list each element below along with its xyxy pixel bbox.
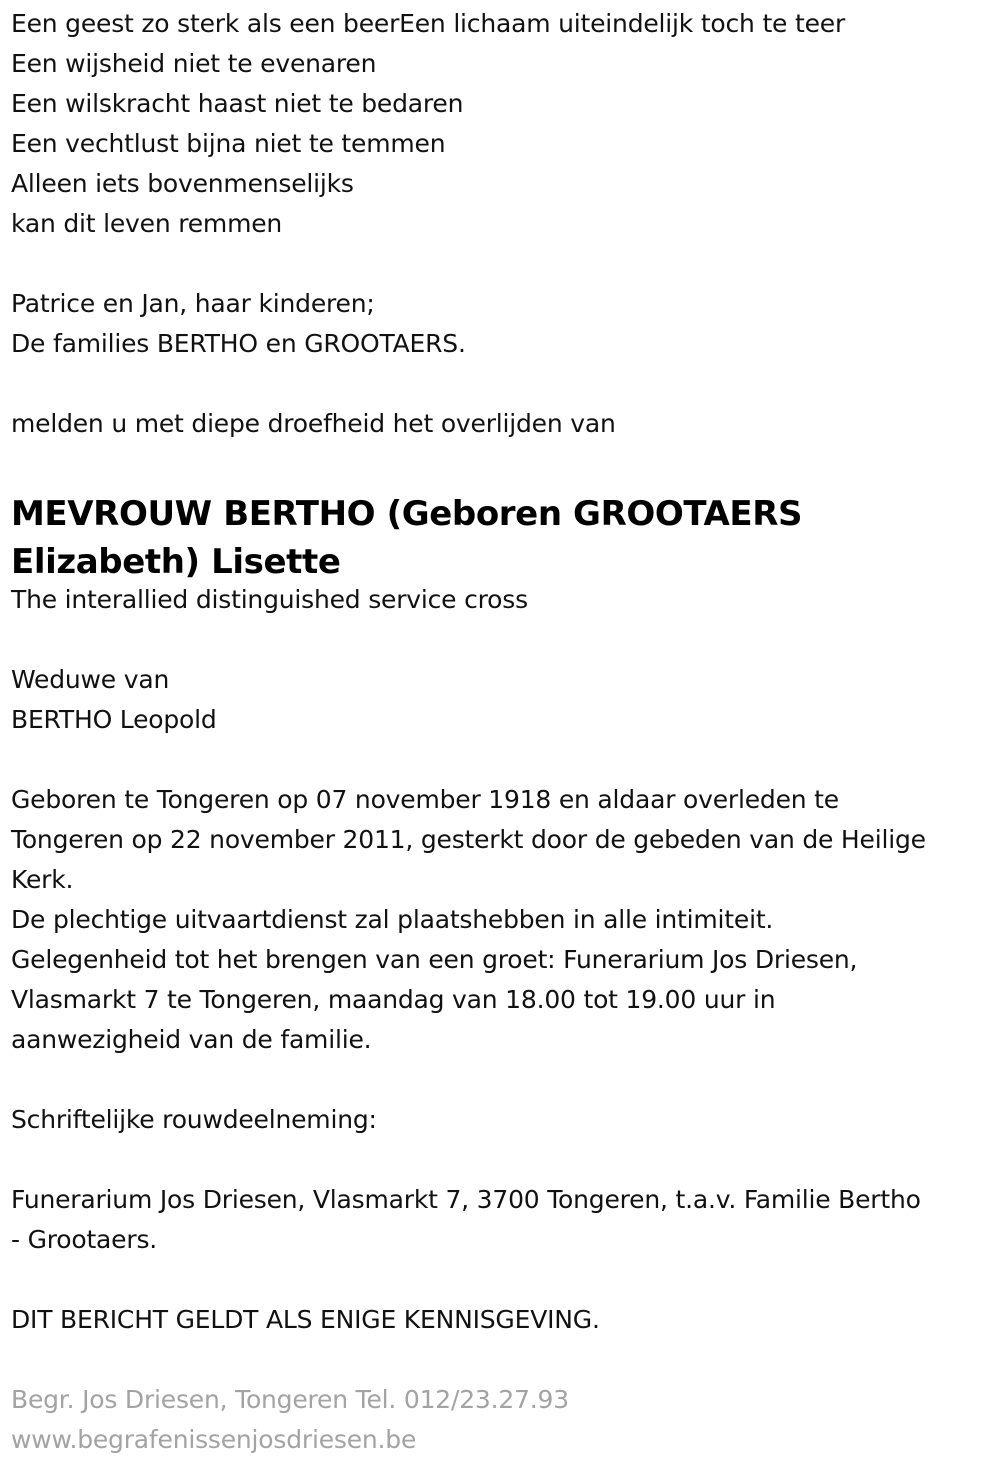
details-line: Gelegenheid tot het brengen van een groet: Funerarium Jos Driesen,	[11, 945, 858, 974]
details-line: Kerk.	[11, 865, 74, 894]
spouse-name: BERTHO Leopold	[11, 705, 217, 734]
details-line: aanwezigheid van de familie.	[11, 1025, 372, 1054]
condolence-address	[11, 1180, 996, 1260]
spacer	[11, 1060, 996, 1100]
poem-line: Alleen iets bovenmenselijks	[11, 169, 354, 198]
details-line: Vlasmarkt 7 te Tongeren, maandag van 18.00 tot 19.00 uur in	[11, 985, 776, 1014]
address-line: Funerarium Jos Driesen, Vlasmarkt 7, 3700 Tongeren, t.a.v. Familie Bertho	[11, 1185, 921, 1214]
spacer	[11, 244, 996, 284]
deceased-name-line: Elizabeth) Lisette	[11, 542, 341, 582]
poem	[11, 4, 996, 244]
widow-block	[11, 660, 996, 740]
poem-line: Een wilskracht haast niet te bedaren	[11, 89, 464, 118]
obituary-document	[11, 4, 996, 1460]
spacer	[11, 364, 996, 404]
notice-text: DIT BERICHT GELDT ALS ENIGE KENNISGEVING.	[11, 1305, 600, 1334]
undertaker-contact: Begr. Jos Driesen, Tongeren Tel. 012/23.27.93	[11, 1385, 569, 1414]
details-line: Geboren te Tongeren op 07 november 1918 en aldaar overleden te	[11, 785, 839, 814]
honor-text: The interallied distinguished service cross	[11, 585, 528, 614]
family-block	[11, 284, 996, 364]
deceased-name	[11, 490, 996, 586]
spacer	[11, 444, 996, 484]
details-line: De plechtige uitvaartdienst zal plaatshebben in alle intimiteit.	[11, 905, 774, 934]
announcement-text: melden u met diepe droefheid het overlijden van	[11, 409, 616, 438]
details-block	[11, 780, 996, 1060]
condolence-label: Schriftelijke rouwdeelneming:	[11, 1105, 377, 1134]
website-link[interactable]: www.begrafenissenjosdriesen.be	[11, 1425, 417, 1454]
details-line: Tongeren op 22 november 2011, gesterkt door de gebeden van de Heilige	[11, 825, 926, 854]
poem-line: Een geest zo sterk als een beerEen lichaam uiteindelijk toch te teer	[11, 9, 846, 38]
spacer	[11, 1140, 996, 1180]
widow-label: Weduwe van	[11, 665, 170, 694]
poem-line: Een wijsheid niet te evenaren	[11, 49, 377, 78]
spacer	[11, 1340, 996, 1380]
poem-line: kan dit leven remmen	[11, 209, 283, 238]
deceased-name-line: MEVROUW BERTHO (Geboren GROOTAERS	[11, 494, 803, 534]
address-line: - Grootaers.	[11, 1225, 158, 1254]
spacer	[11, 620, 996, 660]
family-line: De families BERTHO en GROOTAERS.	[11, 329, 466, 358]
footer	[11, 1380, 996, 1460]
poem-line: Een vechtlust bijna niet te temmen	[11, 129, 446, 158]
spacer	[11, 1260, 996, 1300]
spacer	[11, 740, 996, 780]
family-line: Patrice en Jan, haar kinderen;	[11, 289, 375, 318]
